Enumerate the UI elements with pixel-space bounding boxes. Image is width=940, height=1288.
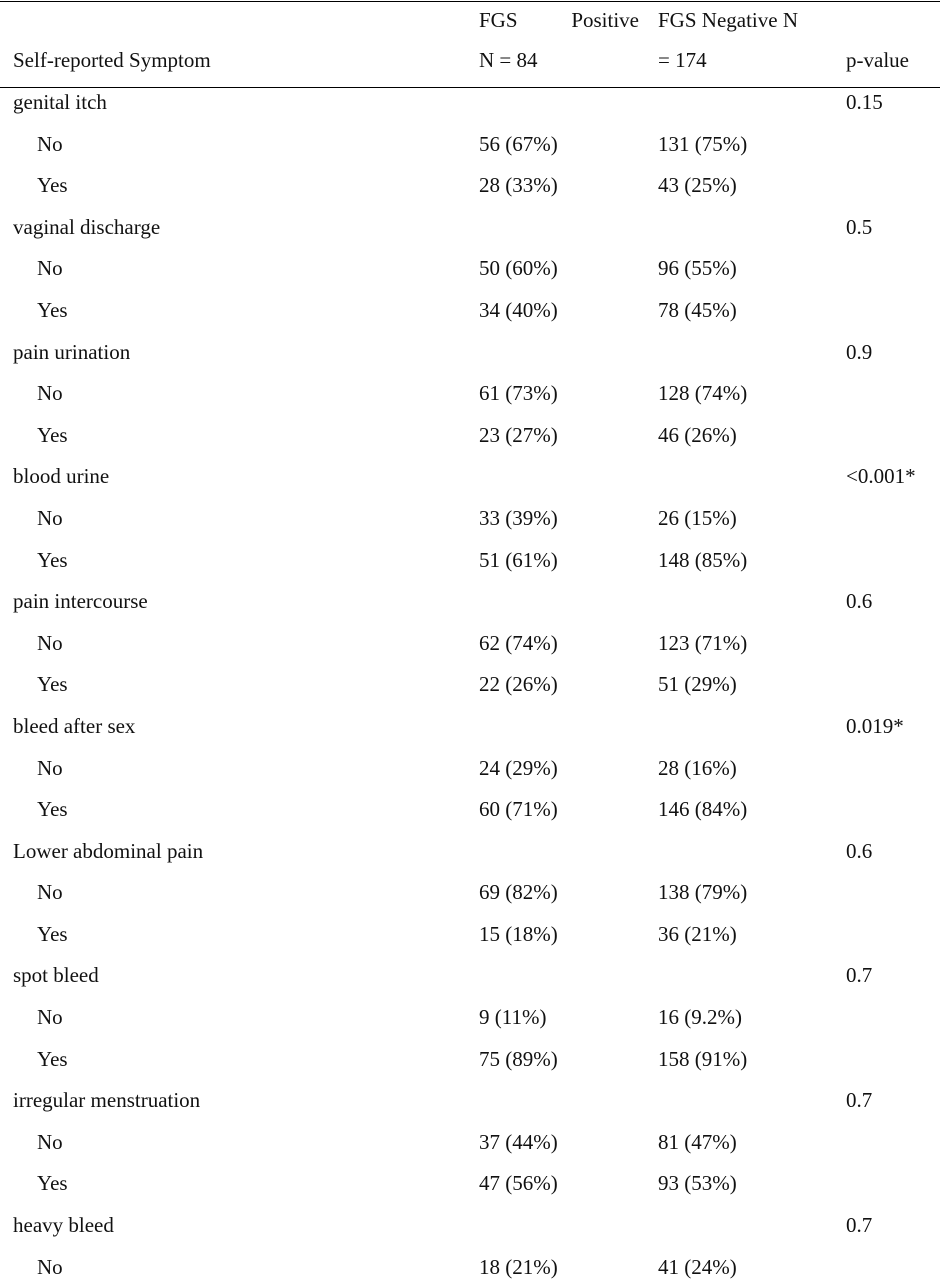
response-label: No bbox=[37, 505, 63, 530]
fgs-negative-cell: 148 (85%) bbox=[658, 547, 748, 572]
table-body bbox=[0, 82, 940, 1288]
response-label: No bbox=[37, 381, 63, 406]
fgs-positive-cell: 56 (67%) bbox=[479, 131, 558, 156]
fgs-negative-cell: 138 (79%) bbox=[658, 880, 748, 905]
table-row bbox=[0, 623, 940, 665]
response-label: No bbox=[37, 256, 63, 281]
fgs-positive-cell: 37 (44%) bbox=[479, 1129, 558, 1154]
table-group-row bbox=[0, 207, 940, 249]
table-row bbox=[0, 248, 940, 290]
p-value-cell: 0.9 bbox=[846, 339, 873, 364]
table-row bbox=[0, 1122, 940, 1164]
symptom-label: pain intercourse bbox=[13, 589, 148, 614]
symptom-label: genital itch bbox=[13, 90, 107, 114]
header-fgs-positive bbox=[479, 0, 639, 40]
fgs-negative-cell: 36 (21%) bbox=[658, 921, 737, 946]
table-row bbox=[0, 498, 940, 540]
p-value-cell: 0.019* bbox=[846, 713, 904, 738]
fgs-negative-cell: 46 (26%) bbox=[658, 422, 737, 447]
fgs-positive-cell: 61 (73%) bbox=[479, 381, 558, 406]
table-group-row bbox=[0, 456, 940, 498]
response-label: Yes bbox=[37, 173, 68, 198]
response-label: Yes bbox=[37, 797, 68, 822]
table-header bbox=[0, 0, 940, 88]
fgs-negative-cell: 16 (9.2%) bbox=[658, 1005, 742, 1030]
fgs-positive-cell: 51 (61%) bbox=[479, 547, 558, 572]
table-row bbox=[0, 415, 940, 457]
table-row bbox=[0, 789, 940, 831]
table-group-row bbox=[0, 955, 940, 997]
p-value-cell: 0.6 bbox=[846, 838, 873, 863]
response-label: Yes bbox=[37, 921, 68, 946]
header-fgs-negative-n: = 174 bbox=[658, 48, 707, 72]
response-label: Yes bbox=[37, 547, 68, 572]
fgs-positive-cell: 22 (26%) bbox=[479, 672, 558, 697]
fgs-negative-cell: 78 (45%) bbox=[658, 297, 737, 322]
table-row bbox=[0, 1163, 940, 1205]
fgs-negative-cell: 41 (24%) bbox=[658, 1254, 737, 1279]
p-value-cell: 0.7 bbox=[846, 963, 873, 988]
header-p-value: p-value bbox=[846, 48, 909, 72]
fgs-positive-cell: 75 (89%) bbox=[479, 1046, 558, 1071]
fgs-positive-cell: 15 (18%) bbox=[479, 921, 558, 946]
p-value-cell: 0.5 bbox=[846, 214, 873, 239]
response-label: No bbox=[37, 880, 63, 905]
fgs-negative-cell: 28 (16%) bbox=[658, 755, 737, 780]
symptom-label: Lower abdominal pain bbox=[13, 838, 204, 863]
table-row bbox=[0, 1247, 940, 1288]
fgs-positive-cell: 62 (74%) bbox=[479, 630, 558, 655]
symptom-label: bleed after sex bbox=[13, 713, 136, 738]
table-row bbox=[0, 1039, 940, 1081]
fgs-positive-cell: 33 (39%) bbox=[479, 505, 558, 530]
p-value-cell: <0.001* bbox=[846, 464, 916, 489]
fgs-negative-cell: 146 (84%) bbox=[658, 797, 748, 822]
table-row bbox=[0, 165, 940, 207]
table-row bbox=[0, 664, 940, 706]
response-label: No bbox=[37, 131, 63, 156]
fgs-positive-cell: 24 (29%) bbox=[479, 755, 558, 780]
fgs-positive-cell: 28 (33%) bbox=[479, 173, 558, 198]
fgs-negative-cell: 123 (71%) bbox=[658, 630, 748, 655]
symptom-label: spot bleed bbox=[13, 963, 99, 988]
fgs-negative-cell: 26 (15%) bbox=[658, 505, 737, 530]
symptom-label: heavy bleed bbox=[13, 1213, 114, 1238]
p-value-cell: 0.7 bbox=[846, 1213, 873, 1238]
response-label: Yes bbox=[37, 1046, 68, 1071]
table-group-row bbox=[0, 831, 940, 873]
table-group-row bbox=[0, 581, 940, 623]
table-group-row bbox=[0, 332, 940, 374]
fgs-positive-cell: 9 (11%) bbox=[479, 1005, 547, 1030]
symptom-label: pain urination bbox=[13, 339, 131, 364]
response-label: Yes bbox=[37, 297, 68, 322]
table-group-row bbox=[0, 1080, 940, 1122]
p-value-cell: 0.15 bbox=[846, 90, 883, 114]
response-label: Yes bbox=[37, 672, 68, 697]
symptom-label: vaginal discharge bbox=[13, 214, 161, 239]
fgs-negative-cell: 128 (74%) bbox=[658, 381, 748, 406]
fgs-positive-cell: 50 (60%) bbox=[479, 256, 558, 281]
fgs-negative-cell: 158 (91%) bbox=[658, 1046, 748, 1071]
response-label: No bbox=[37, 630, 63, 655]
response-label: Yes bbox=[37, 1171, 68, 1196]
fgs-negative-cell: 93 (53%) bbox=[658, 1171, 737, 1196]
table-group-row bbox=[0, 706, 940, 748]
symptom-label: irregular menstruation bbox=[13, 1088, 201, 1113]
header-fgs-positive-word1: FGS bbox=[479, 8, 518, 32]
table-row bbox=[0, 997, 940, 1039]
fgs-positive-cell: 34 (40%) bbox=[479, 297, 558, 322]
table-row bbox=[0, 373, 940, 415]
table-row bbox=[0, 914, 940, 956]
fgs-positive-cell: 47 (56%) bbox=[479, 1171, 558, 1196]
fgs-negative-cell: 43 (25%) bbox=[658, 173, 737, 198]
fgs-positive-cell: 69 (82%) bbox=[479, 880, 558, 905]
fgs-positive-cell: 23 (27%) bbox=[479, 422, 558, 447]
fgs-positive-cell: 60 (71%) bbox=[479, 797, 558, 822]
fgs-negative-cell: 131 (75%) bbox=[658, 131, 748, 156]
table-row bbox=[0, 872, 940, 914]
response-label: No bbox=[37, 1005, 63, 1030]
table-row bbox=[0, 124, 940, 166]
header-fgs-positive-word2: Positive bbox=[571, 8, 639, 32]
response-label: No bbox=[37, 1254, 63, 1279]
table-group-row bbox=[0, 82, 940, 124]
response-label: No bbox=[37, 755, 63, 780]
p-value-cell: 0.6 bbox=[846, 589, 873, 614]
header-symptom: Self-reported Symptom bbox=[13, 48, 211, 72]
table-row bbox=[0, 748, 940, 790]
symptom-label: blood urine bbox=[13, 464, 110, 489]
table-row bbox=[0, 290, 940, 332]
fgs-positive-cell: 18 (21%) bbox=[479, 1254, 558, 1279]
p-value-cell: 0.7 bbox=[846, 1088, 873, 1113]
header-fgs-positive-n: N = 84 bbox=[479, 48, 538, 72]
table-row bbox=[0, 540, 940, 582]
table-group-row bbox=[0, 1205, 940, 1247]
fgs-negative-cell: 81 (47%) bbox=[658, 1129, 737, 1154]
header-fgs-negative: FGS Negative N bbox=[658, 8, 798, 32]
fgs-negative-cell: 96 (55%) bbox=[658, 256, 737, 281]
response-label: No bbox=[37, 1129, 63, 1154]
fgs-negative-cell: 51 (29%) bbox=[658, 672, 737, 697]
response-label: Yes bbox=[37, 422, 68, 447]
